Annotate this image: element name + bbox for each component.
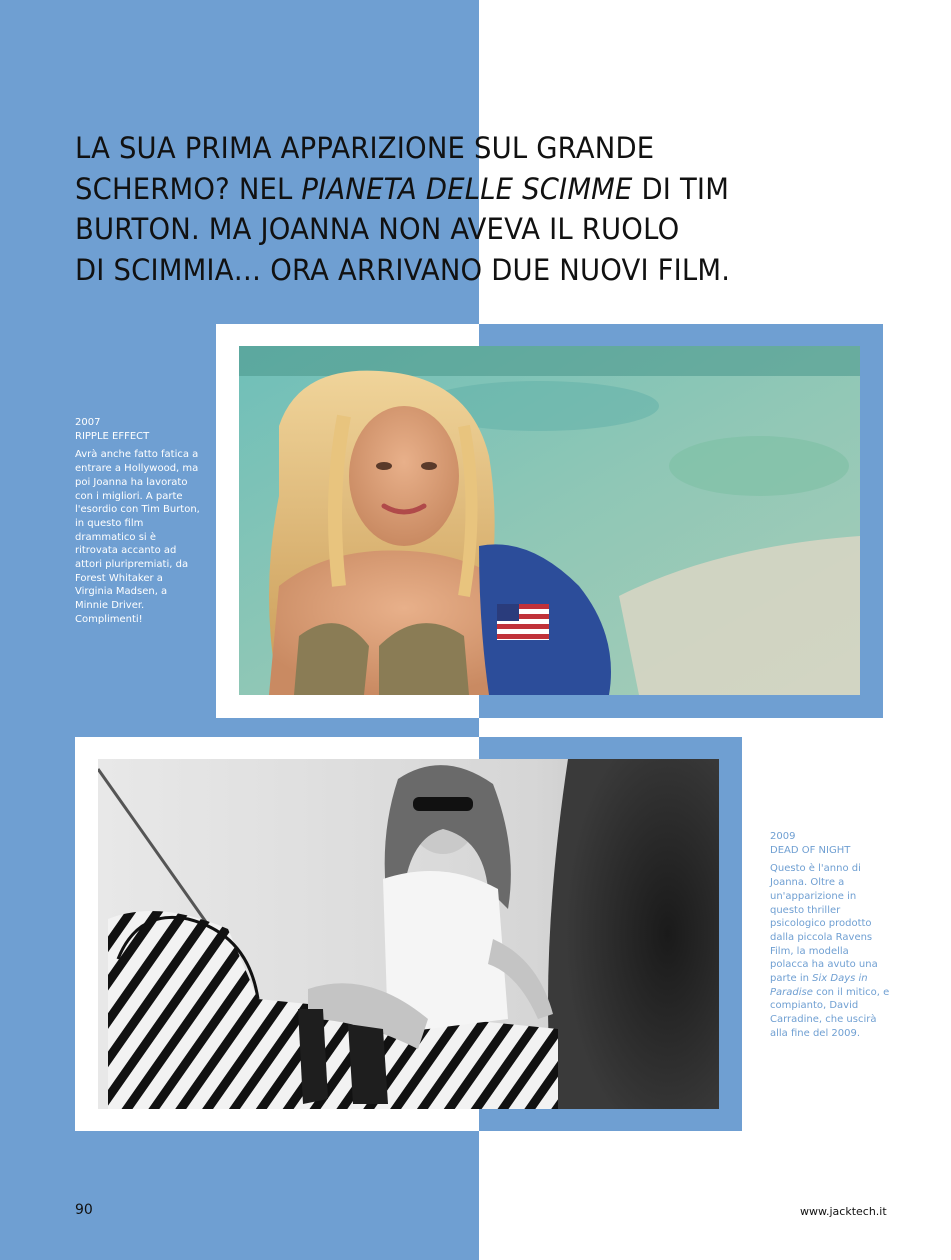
caption-2-film-reference: Six Days in Paradise [770,973,868,998]
caption-2-year: 2009 [770,831,796,842]
caption-dead-of-night [770,830,890,1041]
photo-pool-bikini [239,346,860,695]
headline-line-1: LA SUA PRIMA APPARIZIONE SUL GRANDE [75,131,655,165]
caption-2-film-title: DEAD OF NIGHT [770,844,851,856]
caption-ripple-effect [75,416,200,627]
caption-2-text: Questo è l'anno di Joanna. Oltre a un'apparizione in questo thriller psicologico prodotto dalla piccola Ravens Film, la modella polacca ha avuto una parte in Six Days in Paradise con il mitico, e compianto, David Carradine, che uscirà alla fine del 2009. [770,863,890,1039]
caption-1-text: Avrà anche fatto fatica a entrare a Hollywood, ma poi Joanna ha lavorato con i migliori. A parte l'esordio con Tim Burton, in questo film drammatico si è ritrovata accanto ad attori pluripremiati, da Forest Whitaker a Virginia Madsen, a Minnie Driver. Complimenti! [75,449,200,625]
site-url: www.jacktech.it [800,1205,887,1218]
headline [75,128,731,290]
headline-line-4: DI SCIMMIA… ORA ARRIVANO DUE NUOVI FILM. [75,252,731,287]
photo-zebra-sofa [98,759,719,1109]
headline-line-3: BURTON. MA JOANNA NON AVEVA IL RUOLO [75,212,680,246]
page-number: 90 [75,1202,93,1218]
headline-film-title: PIANETA DELLE SCIMME [301,171,633,206]
headline-line-2: SCHERMO? NEL PIANETA DELLE SCIMME DI TIM [75,171,730,206]
caption-1-year: 2007 [75,417,101,428]
caption-1-film-title: RIPPLE EFFECT [75,430,150,442]
